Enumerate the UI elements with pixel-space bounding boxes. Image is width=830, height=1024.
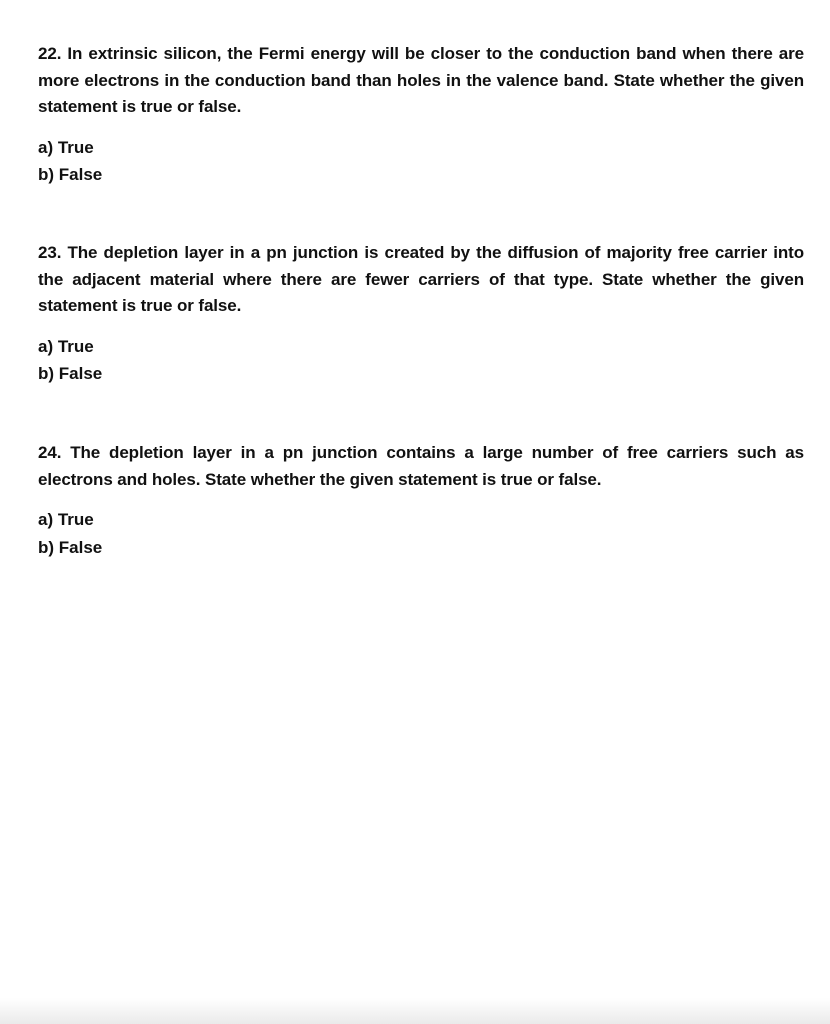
option-a: a) True xyxy=(38,510,94,529)
option-a: a) True xyxy=(38,137,94,157)
option-b: b) False xyxy=(38,165,103,184)
question-23 xyxy=(38,240,804,388)
option-a: a) True xyxy=(38,336,94,356)
question-text: 23. The depletion layer in a pn junction is created by the diffusion of majority free carrier into the adjacent material where there are fewer carriers of that type. State whether the given statement is true or false. xyxy=(38,243,804,315)
question-22 xyxy=(38,41,804,189)
question-24 xyxy=(38,440,804,561)
option-b: b) False xyxy=(38,537,103,557)
answer-options xyxy=(38,506,804,561)
question-text: 24. The depletion layer in a pn junction contains a large number of free carriers such as electrons and holes. State whether the given statement is true or false. xyxy=(38,443,804,489)
answer-options xyxy=(38,134,804,189)
answer-options xyxy=(38,333,804,388)
page-bottom-edge xyxy=(0,998,830,1024)
option-b: b) False xyxy=(38,364,103,383)
question-text: 22. In extrinsic silicon, the Fermi energy will be closer to the conduction band when there are more electrons in the conduction band than holes in the valence band. State whether the given statement is true or false. xyxy=(38,44,804,116)
